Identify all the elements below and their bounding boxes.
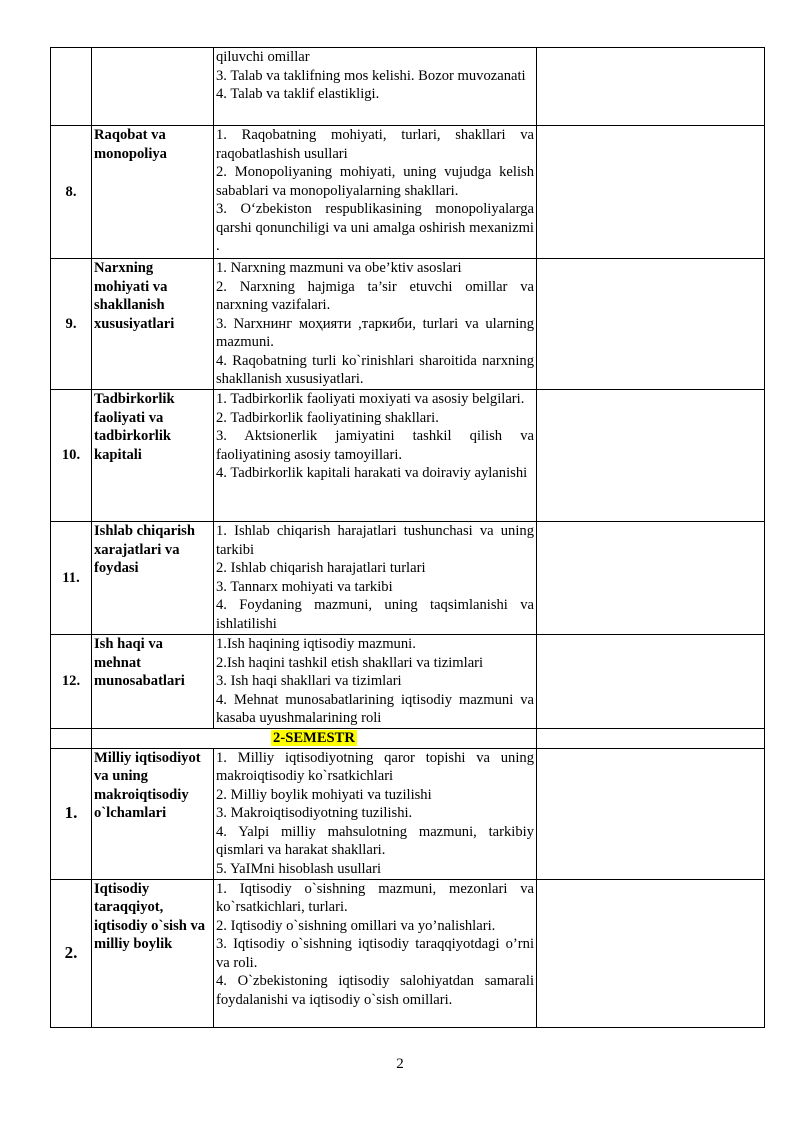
topic-content — [214, 522, 537, 635]
topic-number — [51, 48, 92, 126]
topic-number: 8. — [51, 126, 92, 259]
topic-item: 1. Raqobatning mohiyati, turlari, shakllari va raqobatlashish usullari — [216, 127, 534, 162]
topic-item: 1. Narxning mazmuni va obe’ktiv asoslari — [216, 260, 462, 276]
topic-item: 4. Raqobatning turli ko`rinishlari sharoitida narxning shakllanish xususiyatlari. — [216, 352, 534, 387]
topic-number: 1. — [51, 748, 92, 879]
topic-item: 3. Aktsionerlik jamiyatini tashkil qilish va faoliyatining asosiy tamoyillari. — [216, 428, 534, 463]
topic-item: 2.Ish haqini tashkil etish shakllari va tizimlari — [216, 654, 484, 671]
semester-row — [51, 729, 765, 749]
semester-num-cell — [51, 729, 92, 749]
notes-cell — [537, 635, 765, 729]
notes-cell — [537, 390, 765, 522]
topic-item: 4. O`zbekistoning iqtisodiy salohiyatdan samarali foydalanishi va iqtisodiy o`sish omillari. — [216, 973, 534, 1008]
table-body-second-semester — [51, 748, 765, 1027]
table-row — [51, 48, 765, 126]
notes-cell — [537, 259, 765, 390]
notes-cell — [537, 522, 765, 635]
table-row — [51, 879, 765, 1027]
table-row — [51, 390, 765, 522]
topic-title — [92, 48, 214, 126]
topic-item: 2. Ishlab chiqarish harajatlari turlari — [216, 560, 426, 576]
topic-title: Tadbirkorlik faoliyati va tadbirkorlik kapitali — [92, 390, 214, 522]
table-row — [51, 259, 765, 390]
topic-number: 2. — [51, 879, 92, 1027]
topic-item: 1.Ish haqining iqtisodiy mazmuni. — [216, 636, 416, 652]
topic-item: 1. Tadbirkorlik faoliyati moxiyati va asosiy belgilari. — [216, 391, 525, 407]
notes-cell — [537, 48, 765, 126]
topic-item: 4. Foydaning mazmuni, uning taqsimlanishi va ishlatilishi — [216, 597, 534, 632]
topic-item: 3. Talab va taklifning mos kelishi. Bozor muvozanati — [216, 67, 526, 84]
notes-cell — [537, 126, 765, 259]
topic-item: 2. Milliy boylik mohiyati va tuzilishi — [216, 786, 432, 803]
topic-number: 9. — [51, 259, 92, 390]
topic-item: qiluvchi omillar — [216, 49, 310, 65]
topic-item: 3. Narxнинг моҳияти ,таркиби, turlari va ularning mazmuni. — [216, 315, 534, 350]
topic-number: 11. — [51, 522, 92, 635]
topic-item: 4. Mehnat munosabatlarining iqtisodiy mazmuni va kasaba uyushmalarining roli — [216, 691, 534, 726]
topic-item: 4. Talab va taklif elastikligi. — [216, 86, 380, 102]
topic-item: 2. Tadbirkorlik faoliyatining shakllari. — [216, 409, 439, 426]
table-row — [51, 635, 765, 729]
topic-content — [214, 48, 537, 126]
topic-title: Raqobat va monopoliya — [92, 126, 214, 259]
topic-content — [214, 635, 537, 729]
notes-cell — [537, 879, 765, 1027]
syllabus-table — [50, 47, 765, 1028]
topic-item: 1. Milliy iqtisodiyotning qaror topishi va uning makroiqtisodiy ko`rsatkichlari — [216, 749, 534, 784]
table-row — [51, 126, 765, 259]
topic-item: 3. Tannarx mohiyati va tarkibi — [216, 578, 393, 595]
topic-item: 1. Ishlab chiqarish harajatlari tushunchasi va uning tarkibi — [216, 523, 534, 558]
topic-item: 3. Ish haqi shakllari va tizimlari — [216, 673, 402, 689]
topic-content — [214, 748, 537, 879]
topic-item: 4. Tadbirkorlik kapitali harakati va doiraviy aylanishi — [216, 465, 528, 481]
semester-heading-cell — [92, 729, 537, 749]
topic-item: 4. Yalpi milliy mahsulotning mazmuni, tarkibiy qismlari va harakat shakllari. — [216, 823, 534, 858]
table-body-first-semester — [51, 48, 765, 729]
topic-number: 10. — [51, 390, 92, 522]
topic-content — [214, 259, 537, 390]
topic-title: Narxning mohiyati va shakllanish xususiyatlari — [92, 259, 214, 390]
topic-content — [214, 390, 537, 522]
topic-content — [214, 879, 537, 1027]
topic-content — [214, 126, 537, 259]
page-number: 2 — [396, 1056, 404, 1072]
topic-number: 12. — [51, 635, 92, 729]
topic-title: Iqtisodiy taraqqiyot, iqtisodiy o`sish va milliy boylik — [92, 879, 214, 1027]
topic-title: Milliy iqtisodiyot va uning makroiqtisodiy o`lchamlari — [92, 748, 214, 879]
topic-item: 2. Iqtisodiy o`sishning omillari va yo’nalishlari. — [216, 917, 496, 934]
topic-item: 1. Iqtisodiy o`sishning mazmuni, mezonlari va ko`rsatkichlari, turlari. — [216, 880, 534, 915]
table-row — [51, 522, 765, 635]
topic-item: 3. Iqtisodiy o`sishning iqtisodiy taraqqiyotdagi o’rni va roli. — [216, 936, 534, 971]
table-row — [51, 748, 765, 879]
topic-item: 3. O‘zbekiston respublikasining monopoliyalarga qarshi qonunchiligi va uni amalga oshirish mexanizmi . — [216, 201, 534, 254]
semester-label: 2-SEMESTR — [273, 730, 355, 746]
semester-notes-cell — [537, 729, 765, 749]
notes-cell — [537, 748, 765, 879]
topic-item: 3. Makroiqtisodiyotning tuzilishi. — [216, 805, 413, 821]
topic-title: Ish haqi va mehnat munosabatlari — [92, 635, 214, 729]
topic-item: 5. YaIMni hisoblash usullari — [216, 860, 381, 877]
semester-row-group — [51, 729, 765, 749]
topic-item: 2. Monopoliyaning mohiyati, uning vujudga kelish sabablari va monopoliyalarning shakllari. — [216, 164, 534, 199]
topic-title: Ishlab chiqarish xarajatlari va foydasi — [92, 522, 214, 635]
topic-item: 2. Narxning hajmiga ta’sir etuvchi omillar va narxning vazifalari. — [216, 278, 534, 313]
